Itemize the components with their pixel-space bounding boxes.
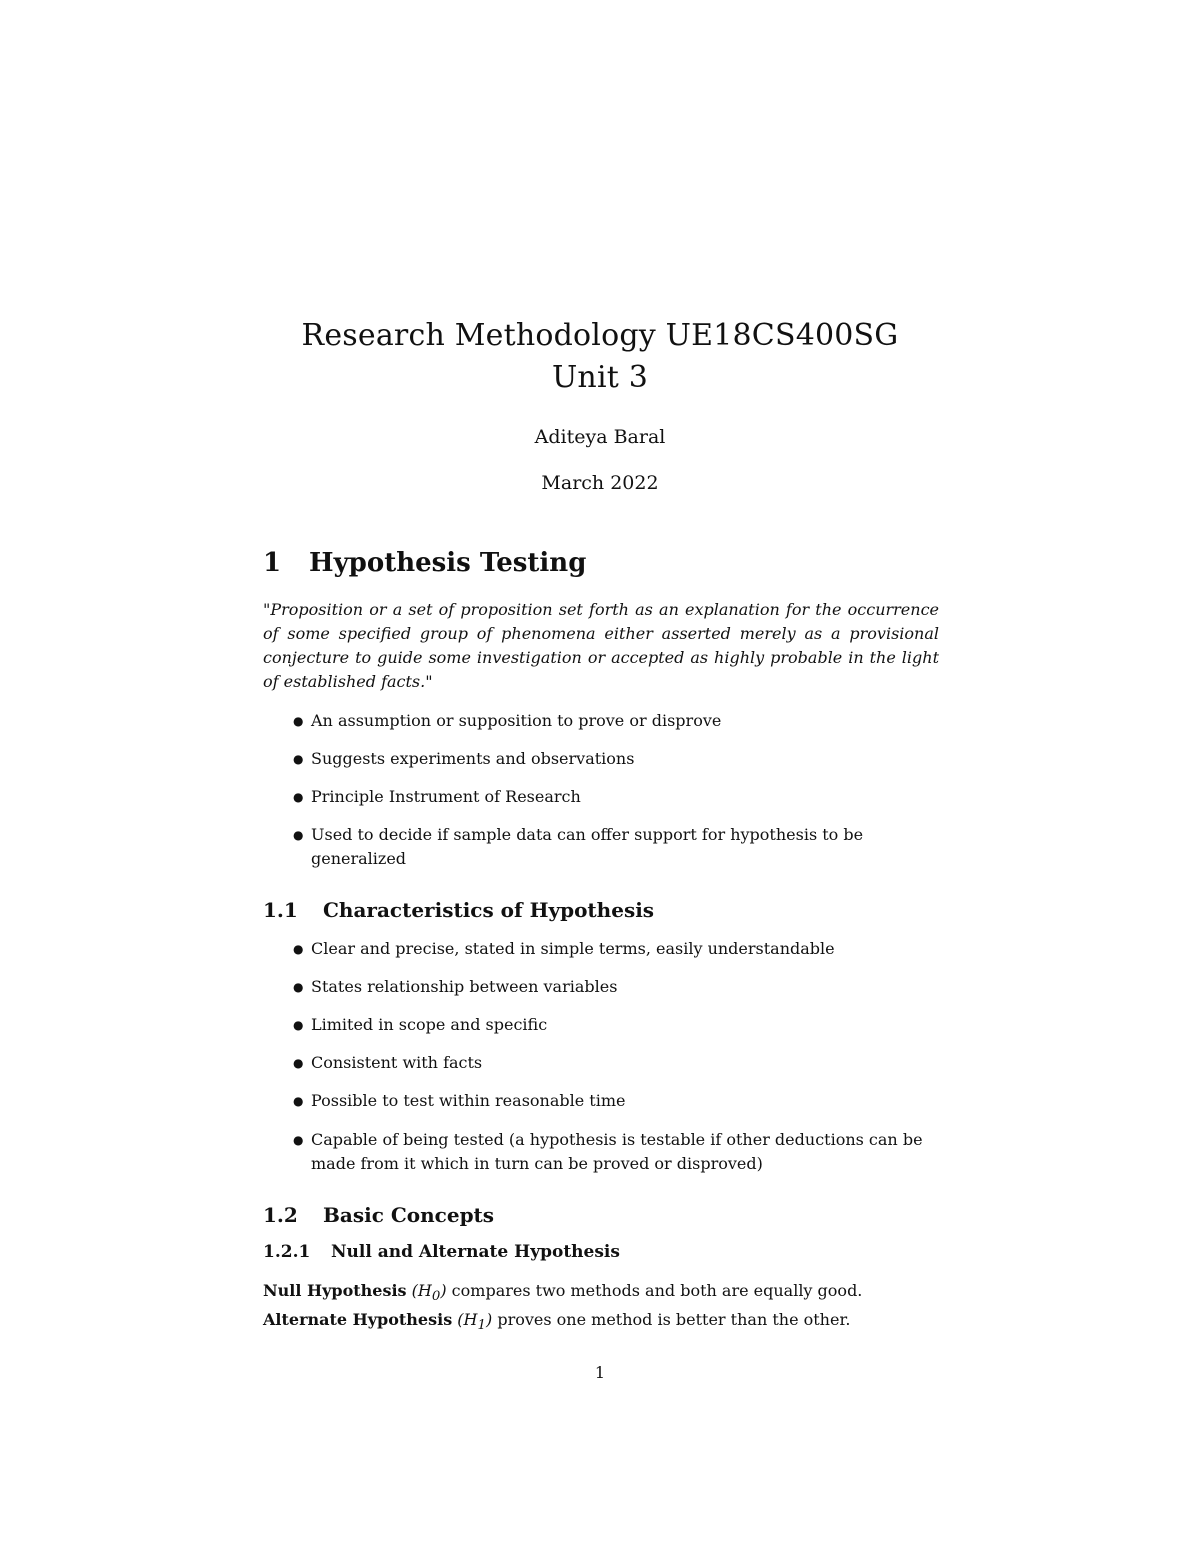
- section-number: 1.2.1: [263, 1242, 311, 1262]
- list-item: ● Consistent with facts: [293, 1051, 941, 1075]
- null-hypothesis-symbol: $(H_0)$: [411, 1281, 447, 1305]
- alternate-hypothesis-text: proves one method is better than the other.: [492, 1310, 851, 1330]
- bullet-icon: ●: [293, 1094, 304, 1108]
- bullet-icon: ●: [293, 1018, 304, 1032]
- section-title: Hypothesis Testing: [309, 548, 587, 578]
- bullet-icon: ●: [293, 790, 304, 804]
- bullet-icon: ●: [293, 980, 304, 994]
- author-name: Aditeya Baral: [534, 426, 666, 448]
- section-1-1-heading: [263, 898, 654, 922]
- hypothesis-definitions-paragraph: [263, 1279, 939, 1337]
- alternate-hypothesis-symbol: $(H_1)$: [457, 1310, 493, 1334]
- alternate-hypothesis-line: [263, 1308, 939, 1337]
- section-number: 1.1: [263, 898, 298, 922]
- page-number: 1: [594, 1363, 606, 1382]
- list-item: ● Principle Instrument of Research: [293, 785, 941, 809]
- null-hypothesis-term: Null Hypothesis: [263, 1281, 407, 1300]
- null-hypothesis-text: compares two methods and both are equally good.: [446, 1281, 863, 1300]
- document-subtitle: Unit 3: [551, 360, 649, 395]
- list-item: ● Suggests experiments and observations: [293, 747, 941, 771]
- section-number: 1: [263, 548, 282, 578]
- section-title: Basic Concepts: [323, 1203, 495, 1227]
- hypothesis-definition-quote: "Proposition or a set of proposition set forth as an explanation for the occurrence of some specified group of phenomena either asserted merely as a provisional conjecture to guide some investigation or accepted as highly probable in the light of established facts.": [263, 600, 939, 691]
- list-item: ● Capable of being tested (a hypothesis is testable if other deductions can be made from it which in turn can be proved or disproved): [293, 1130, 923, 1173]
- list-item: ● An assumption or supposition to prove or disprove: [293, 709, 941, 733]
- list-item: ● Used to decide if sample data can offer support for hypothesis to be generalized: [293, 825, 864, 868]
- bullet-icon: ●: [293, 714, 304, 728]
- section-1-2-heading: [263, 1203, 494, 1227]
- document-title: Research Methodology UE18CS400SG: [301, 318, 899, 353]
- null-hypothesis-line: [263, 1279, 939, 1308]
- section-1-heading: [263, 548, 586, 578]
- section-title: Characteristics of Hypothesis: [323, 898, 655, 922]
- bullet-icon: ●: [293, 1056, 304, 1070]
- section-title: Null and Alternate Hypothesis: [331, 1242, 620, 1262]
- section-number: 1.2: [263, 1203, 298, 1227]
- bullet-icon: ●: [293, 828, 304, 842]
- bullet-icon: ●: [293, 1133, 304, 1147]
- alternate-hypothesis-term: Alternate Hypothesis: [263, 1310, 453, 1330]
- list-item: ● Clear and precise, stated in simple terms, easily understandable: [293, 937, 941, 961]
- list-item: ● Limited in scope and specific: [293, 1013, 941, 1037]
- list-item: ● States relationship between variables: [293, 975, 941, 999]
- bullet-icon: ●: [293, 752, 304, 766]
- list-item: ● Possible to test within reasonable time: [293, 1089, 941, 1113]
- document-date: March 2022: [541, 472, 659, 494]
- section-1-2-1-heading: [263, 1242, 620, 1262]
- bullet-icon: ●: [293, 942, 304, 956]
